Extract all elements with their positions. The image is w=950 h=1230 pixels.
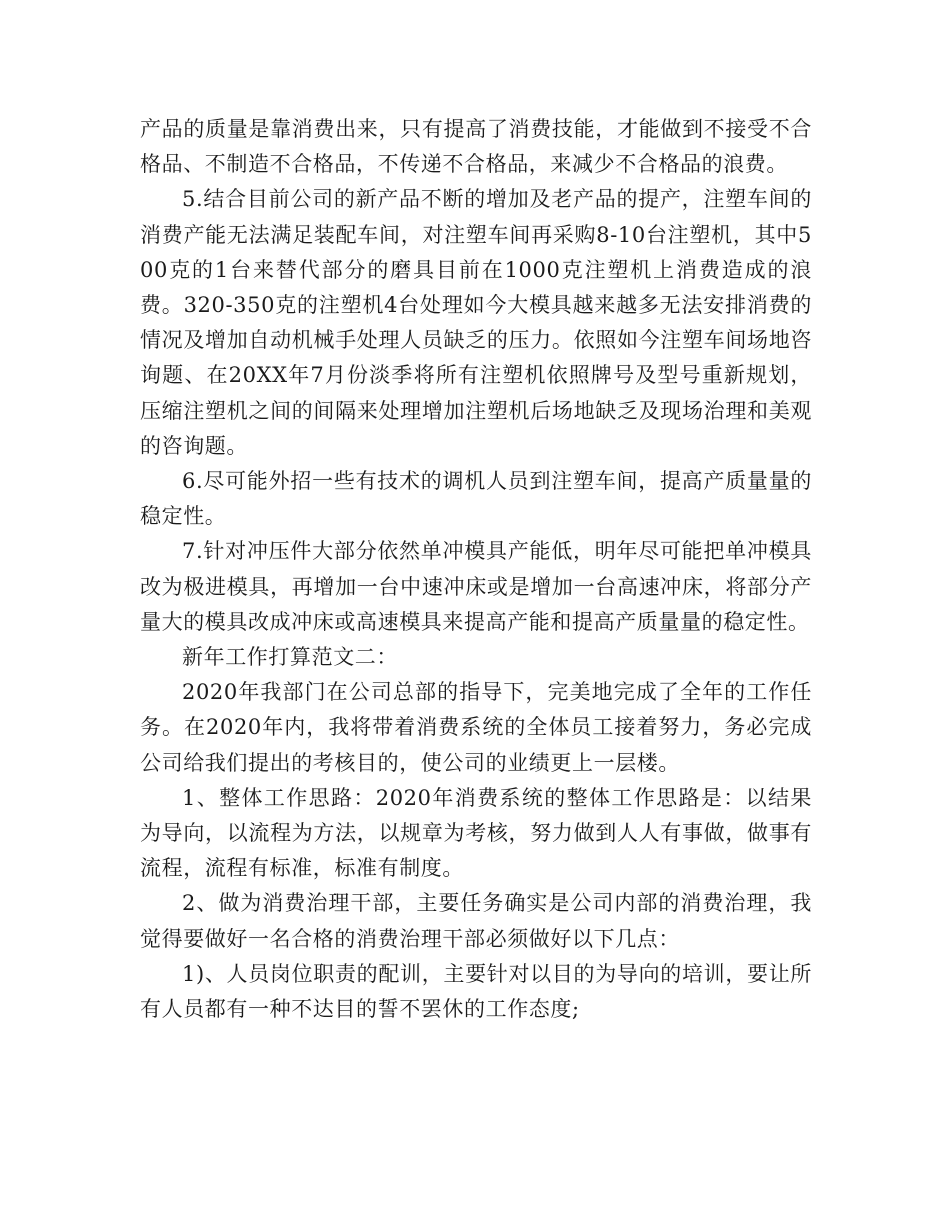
section-heading-sample-two: 新年工作打算范文二： [182, 645, 398, 670]
paragraph-product-quality: 产品的质量是靠消费出来，只有提高了消费技能，才能做到不接受不合格品、不制造不合格品，不传递不合格品，来减少不合格品的浪费。 [140, 117, 812, 177]
paragraph-item-5: 5.结合目前公司的新产品不断的增加及老产品的提产，注塑车间的消费产能无法满足装配车间，对注塑车间再采购8-10台注塑机，其中500克的1台来替代部分的磨具目前在1000克注塑机上消费造成的浪费。320-350克的注塑机4台处理如今大模具越来越多无法安排消费的情况及增加自动机械手处理人员缺乏的压力。依照如今注塑车间场地咨询题、在20XX年7月份淡季将所有注塑机依照牌号及型号重新规划，压缩注塑机之间的间隔来处理增加注塑机后场地缺乏及现场治理和美观的咨询题。 [140, 187, 812, 458]
paragraph-staff-training: 1)、人员岗位职责的配训，主要针对以目的为导向的培训，要让所有人员都有一种不达目的誓不罢休的工作态度; [140, 961, 812, 1022]
paragraph-management-duties: 2、做为消费治理干部，主要任务确实是公司内部的消费治理，我觉得要做好一名合格的消费治理干部必须做好以下几点： [140, 891, 812, 951]
paragraph-intro-2020: 2020年我部门在公司总部的指导下，完美地完成了全年的工作任务。在2020年内，我将带着消费系统的全体员工接着努力，务必完成公司给我们提出的考核目的，使公司的业绩更上一层楼。 [140, 680, 812, 775]
paragraph-overall-approach: 1、整体工作思路：2020年消费系统的整体工作思路是：以结果为导向，以流程为方法，以规章为考核，努力做到人人有事做，做事有流程，流程有标准，标准有制度。 [140, 785, 812, 881]
document-body [140, 112, 812, 1027]
paragraph-item-6: 6.尽可能外招一些有技术的调机人员到注塑车间，提高产质量量的稳定性。 [140, 469, 812, 529]
paragraph-item-7: 7.针对冲压件大部分依然单冲模具产能低，明年尽可能把单冲模具改为极进模具，再增加一台中速冲床或是增加一台高速冲床，将部分产量大的模具改成冲床或高速模具来提高产能和提高产质量量的稳定性。 [140, 539, 812, 634]
